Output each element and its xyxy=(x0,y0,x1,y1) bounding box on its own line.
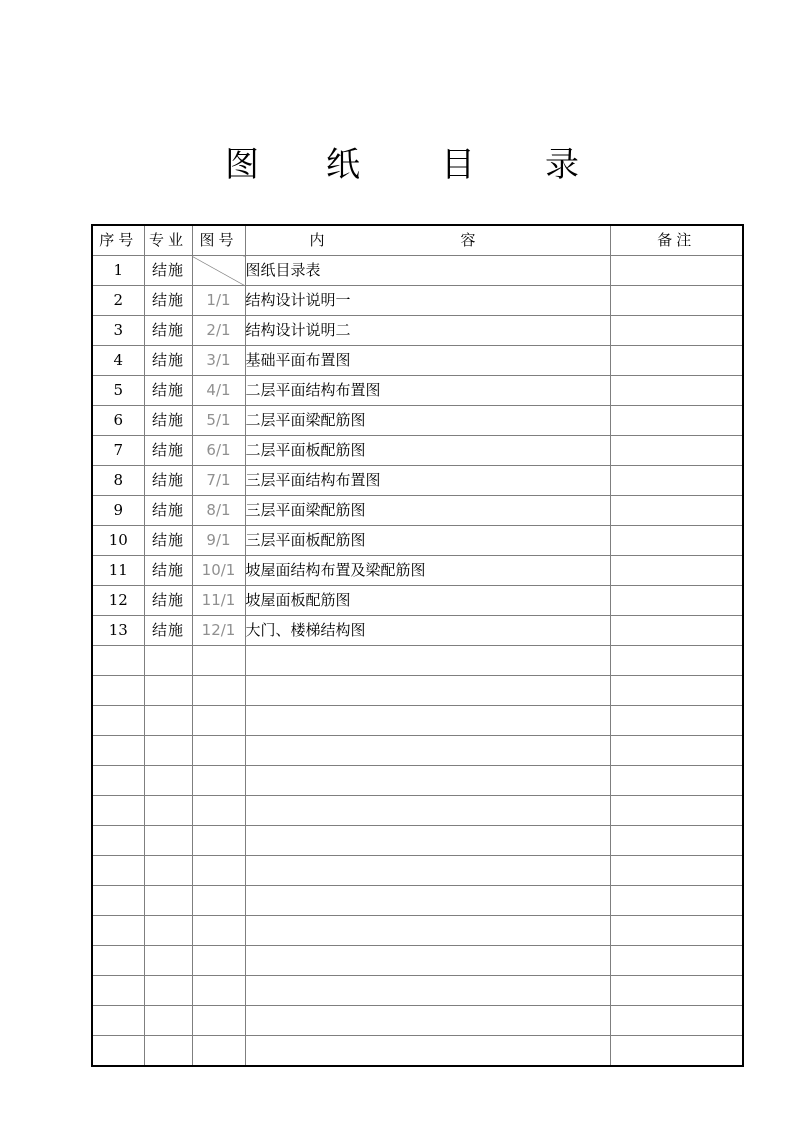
row-content xyxy=(245,766,610,796)
row-content xyxy=(245,736,610,766)
row-number: 12 xyxy=(92,586,144,616)
row-major xyxy=(144,976,192,1006)
row-number xyxy=(92,916,144,946)
table-row xyxy=(92,946,743,976)
row-major: 结施 xyxy=(144,346,192,376)
row-major xyxy=(144,1006,192,1036)
row-remark xyxy=(610,256,743,286)
row-drawing-number: 11/1 xyxy=(192,586,245,616)
row-content xyxy=(245,1006,610,1036)
row-number xyxy=(92,856,144,886)
row-number: 1 xyxy=(92,256,144,286)
title-char: 图 xyxy=(225,145,259,185)
row-major xyxy=(144,886,192,916)
row-number: 13 xyxy=(92,616,144,646)
table-row xyxy=(92,976,743,1006)
row-content: 图纸目录表 xyxy=(245,256,610,286)
table-row xyxy=(92,1036,743,1067)
row-drawing-number: 3/1 xyxy=(192,346,245,376)
header-remark: 备注 xyxy=(610,225,743,256)
table-row xyxy=(92,616,743,646)
table-row xyxy=(92,286,743,316)
table-row xyxy=(92,256,743,286)
table-row xyxy=(92,916,743,946)
row-remark xyxy=(610,346,743,376)
table-row xyxy=(92,826,743,856)
row-content xyxy=(245,886,610,916)
row-major xyxy=(144,1036,192,1067)
row-drawing-number xyxy=(192,916,245,946)
row-number xyxy=(92,646,144,676)
table-row xyxy=(92,856,743,886)
row-drawing-number xyxy=(192,676,245,706)
table-row xyxy=(92,376,743,406)
table-row xyxy=(92,316,743,346)
row-drawing-number: 6/1 xyxy=(192,436,245,466)
row-remark xyxy=(610,286,743,316)
row-number: 8 xyxy=(92,466,144,496)
row-content xyxy=(245,856,610,886)
row-drawing-number xyxy=(192,856,245,886)
row-remark xyxy=(610,856,743,886)
row-major: 结施 xyxy=(144,526,192,556)
row-number: 11 xyxy=(92,556,144,586)
table-body xyxy=(92,256,743,1067)
row-drawing-number xyxy=(192,256,245,286)
table-row xyxy=(92,1006,743,1036)
table-row xyxy=(92,406,743,436)
row-major: 结施 xyxy=(144,406,192,436)
row-remark xyxy=(610,766,743,796)
row-content xyxy=(245,796,610,826)
row-remark xyxy=(610,826,743,856)
row-major xyxy=(144,796,192,826)
row-remark xyxy=(610,376,743,406)
row-content: 大门、楼梯结构图 xyxy=(245,616,610,646)
row-content xyxy=(245,706,610,736)
row-major xyxy=(144,826,192,856)
row-major: 结施 xyxy=(144,616,192,646)
drawing-catalog-table xyxy=(91,224,744,1067)
row-drawing-number xyxy=(192,796,245,826)
row-remark xyxy=(610,916,743,946)
row-content: 三层平面板配筋图 xyxy=(245,526,610,556)
row-major xyxy=(144,916,192,946)
row-major: 结施 xyxy=(144,376,192,406)
row-major xyxy=(144,676,192,706)
row-content: 二层平面结构布置图 xyxy=(245,376,610,406)
row-drawing-number: 4/1 xyxy=(192,376,245,406)
row-number: 2 xyxy=(92,286,144,316)
header-no: 序号 xyxy=(92,225,144,256)
table-row xyxy=(92,586,743,616)
row-major xyxy=(144,766,192,796)
row-remark xyxy=(610,736,743,766)
table-row xyxy=(92,436,743,466)
table-row xyxy=(92,736,743,766)
row-content: 三层平面结构布置图 xyxy=(245,466,610,496)
row-number xyxy=(92,766,144,796)
row-number xyxy=(92,796,144,826)
row-major: 结施 xyxy=(144,256,192,286)
header-dwg: 图号 xyxy=(192,225,245,256)
row-content xyxy=(245,676,610,706)
table-header-row xyxy=(92,225,743,256)
row-content xyxy=(245,916,610,946)
title-char: 目 xyxy=(441,145,475,185)
row-drawing-number: 8/1 xyxy=(192,496,245,526)
row-number: 7 xyxy=(92,436,144,466)
row-remark xyxy=(610,646,743,676)
row-content: 二层平面梁配筋图 xyxy=(245,406,610,436)
row-drawing-number xyxy=(192,1036,245,1067)
row-drawing-number xyxy=(192,826,245,856)
header-content xyxy=(245,225,610,256)
row-content: 二层平面板配筋图 xyxy=(245,436,610,466)
row-number: 5 xyxy=(92,376,144,406)
row-number xyxy=(92,1006,144,1036)
row-drawing-number xyxy=(192,1006,245,1036)
row-drawing-number xyxy=(192,976,245,1006)
row-remark xyxy=(610,496,743,526)
row-number: 3 xyxy=(92,316,144,346)
header-content-char: 内 xyxy=(309,231,329,249)
row-number: 6 xyxy=(92,406,144,436)
row-remark xyxy=(610,526,743,556)
table-row xyxy=(92,496,743,526)
row-major: 结施 xyxy=(144,556,192,586)
row-remark xyxy=(610,1006,743,1036)
row-drawing-number xyxy=(192,946,245,976)
row-remark xyxy=(610,706,743,736)
title-char: 录 xyxy=(545,145,579,185)
row-major: 结施 xyxy=(144,436,192,466)
row-number: 10 xyxy=(92,526,144,556)
row-major xyxy=(144,706,192,736)
row-drawing-number xyxy=(192,646,245,676)
row-remark xyxy=(610,1036,743,1067)
table-row xyxy=(92,556,743,586)
header-major: 专业 xyxy=(144,225,192,256)
table-row xyxy=(92,346,743,376)
row-major xyxy=(144,946,192,976)
row-remark xyxy=(610,976,743,1006)
row-remark xyxy=(610,796,743,826)
row-major: 结施 xyxy=(144,496,192,526)
row-remark xyxy=(610,676,743,706)
row-remark xyxy=(610,436,743,466)
row-remark xyxy=(610,886,743,916)
row-number xyxy=(92,826,144,856)
page-title xyxy=(0,140,785,190)
row-drawing-number: 5/1 xyxy=(192,406,245,436)
row-drawing-number xyxy=(192,706,245,736)
row-major: 结施 xyxy=(144,466,192,496)
row-content xyxy=(245,976,610,1006)
row-drawing-number: 1/1 xyxy=(192,286,245,316)
row-remark xyxy=(610,466,743,496)
row-content: 基础平面布置图 xyxy=(245,346,610,376)
row-content xyxy=(245,1036,610,1067)
table-row xyxy=(92,766,743,796)
row-content: 结构设计说明一 xyxy=(245,286,610,316)
row-drawing-number: 2/1 xyxy=(192,316,245,346)
row-number: 4 xyxy=(92,346,144,376)
row-drawing-number xyxy=(192,736,245,766)
row-major xyxy=(144,856,192,886)
row-drawing-number: 9/1 xyxy=(192,526,245,556)
row-major xyxy=(144,736,192,766)
header-content-char: 容 xyxy=(460,231,480,249)
table-row xyxy=(92,796,743,826)
table-row xyxy=(92,706,743,736)
row-drawing-number: 7/1 xyxy=(192,466,245,496)
title-char: 纸 xyxy=(326,145,360,185)
row-remark xyxy=(610,946,743,976)
row-content: 三层平面梁配筋图 xyxy=(245,496,610,526)
row-drawing-number: 12/1 xyxy=(192,616,245,646)
row-content xyxy=(245,646,610,676)
row-major: 结施 xyxy=(144,316,192,346)
table-row xyxy=(92,886,743,916)
row-number xyxy=(92,946,144,976)
row-number xyxy=(92,886,144,916)
table-row xyxy=(92,526,743,556)
row-drawing-number xyxy=(192,886,245,916)
row-number xyxy=(92,706,144,736)
row-drawing-number: 10/1 xyxy=(192,556,245,586)
row-drawing-number xyxy=(192,766,245,796)
row-number xyxy=(92,676,144,706)
row-remark xyxy=(610,616,743,646)
row-remark xyxy=(610,406,743,436)
row-remark xyxy=(610,556,743,586)
row-content xyxy=(245,946,610,976)
row-number xyxy=(92,976,144,1006)
table-row xyxy=(92,676,743,706)
table-row xyxy=(92,466,743,496)
row-number xyxy=(92,1036,144,1067)
row-content: 坡屋面板配筋图 xyxy=(245,586,610,616)
row-major: 结施 xyxy=(144,286,192,316)
row-content xyxy=(245,826,610,856)
row-remark xyxy=(610,586,743,616)
row-number xyxy=(92,736,144,766)
row-major: 结施 xyxy=(144,586,192,616)
row-content: 结构设计说明二 xyxy=(245,316,610,346)
row-major xyxy=(144,646,192,676)
table-row xyxy=(92,646,743,676)
row-content: 坡屋面结构布置及梁配筋图 xyxy=(245,556,610,586)
row-remark xyxy=(610,316,743,346)
row-number: 9 xyxy=(92,496,144,526)
